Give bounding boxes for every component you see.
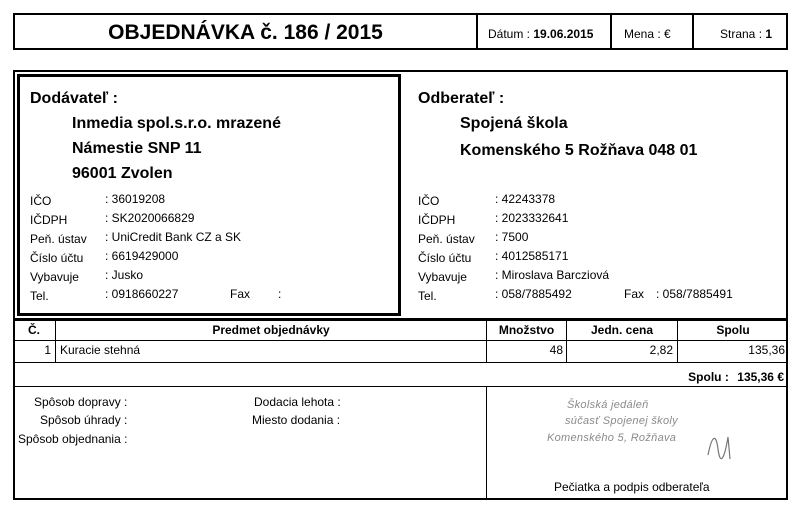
- col-header-qty: Množstvo: [498, 323, 555, 337]
- total-label: Spolu :: [688, 370, 729, 384]
- supplier-details: [30, 192, 390, 306]
- supplier-row: Číslo účtu : 6619429000: [30, 249, 179, 265]
- supplier-row: Peň. ústav : UniCredit Bank CZ a SK: [30, 230, 242, 246]
- supplier-row: Tel. : 0918660227 Fax :: [30, 287, 282, 303]
- table-row: [13, 343, 788, 361]
- page-value: 1: [765, 27, 773, 41]
- supplier-city: 96001 Zvolen: [72, 165, 173, 182]
- signature-icon: [702, 425, 742, 465]
- page-box: [692, 13, 788, 50]
- customer-row: IČO : 42243378: [418, 192, 556, 208]
- row-no: 1: [44, 343, 51, 357]
- table-header-rule: [13, 340, 788, 341]
- row-qty: 48: [549, 343, 563, 357]
- row-bottom-rule: [13, 362, 788, 363]
- signature-area: [487, 387, 786, 498]
- customer-fax-value: : 058/7885491: [656, 287, 733, 301]
- supplier-row: Vybavuje : Jusko: [30, 268, 144, 284]
- customer-row: IČDPH : 2023332641: [418, 211, 569, 227]
- customer-row: Peň. ústav : 7500: [418, 230, 529, 246]
- supplier-fax-value: :: [278, 287, 282, 301]
- delivery-term-label: Dodacia lehota :: [254, 395, 341, 409]
- date-label: Dátum :: [488, 27, 531, 41]
- page-label: Strana :: [720, 27, 763, 41]
- row-total: 135,36: [748, 343, 785, 357]
- stamp-line-1: Školská jedáleň: [567, 399, 649, 411]
- supplier-name: Inmedia spol.s.r.o. mrazené: [72, 115, 281, 132]
- delivery-place-label: Miesto dodania :: [252, 413, 341, 427]
- customer-fax-label: Fax: [624, 287, 645, 301]
- supplier-row: IČDPH : SK2020066829: [30, 211, 195, 227]
- supplier-heading: Dodávateľ :: [30, 90, 118, 107]
- customer-row: Tel. : 058/7885492 Fax : 058/7885491: [418, 287, 733, 303]
- document-title: OBJEDNÁVKA č. 186 / 2015: [108, 21, 383, 44]
- row-item: Kuracie stehná: [60, 343, 141, 357]
- currency-box: [610, 13, 694, 50]
- customer-street: Komenského 5 Rožňava 048 01: [460, 142, 698, 159]
- currency-label: Mena :: [624, 27, 661, 41]
- customer-heading: Odberateľ :: [418, 90, 505, 107]
- row-unit-price: 2,82: [649, 343, 673, 357]
- currency-value: €: [664, 27, 671, 41]
- total-value: 135,36 €: [737, 370, 784, 384]
- date-box: [476, 13, 612, 50]
- supplier-street: Námestie SNP 11: [72, 140, 202, 157]
- col-header-total: Spolu: [716, 323, 750, 337]
- customer-details: [418, 192, 783, 306]
- customer-row: Číslo účtu : 4012585171: [418, 249, 569, 265]
- supplier-fax-label: Fax: [230, 287, 251, 301]
- customer-name: Spojená škola: [460, 115, 568, 132]
- col-header-unit-price: Jedn. cena: [590, 323, 654, 337]
- transport-label: Spôsob dopravy :: [34, 395, 128, 409]
- signature-caption: Pečiatka a podpis odberateľa: [554, 480, 710, 494]
- total-row: [486, 368, 784, 386]
- title-box: [13, 13, 478, 50]
- payment-label: Spôsob úhrady :: [40, 413, 128, 427]
- stamp-line-2: súčasť Spojenej školy: [565, 415, 678, 427]
- customer-row: Vybavuje : Miroslava Barcziová: [418, 268, 610, 284]
- stamp-line-3: Komenského 5, Rožňava: [547, 432, 677, 444]
- col-header-no: Č.: [28, 323, 40, 337]
- supplier-row: IČO : 36019208: [30, 192, 166, 208]
- col-header-item: Predmet objednávky: [212, 323, 330, 337]
- date-value: 19.06.2015: [533, 27, 594, 41]
- order-method-label: Spôsob objednania :: [18, 432, 128, 446]
